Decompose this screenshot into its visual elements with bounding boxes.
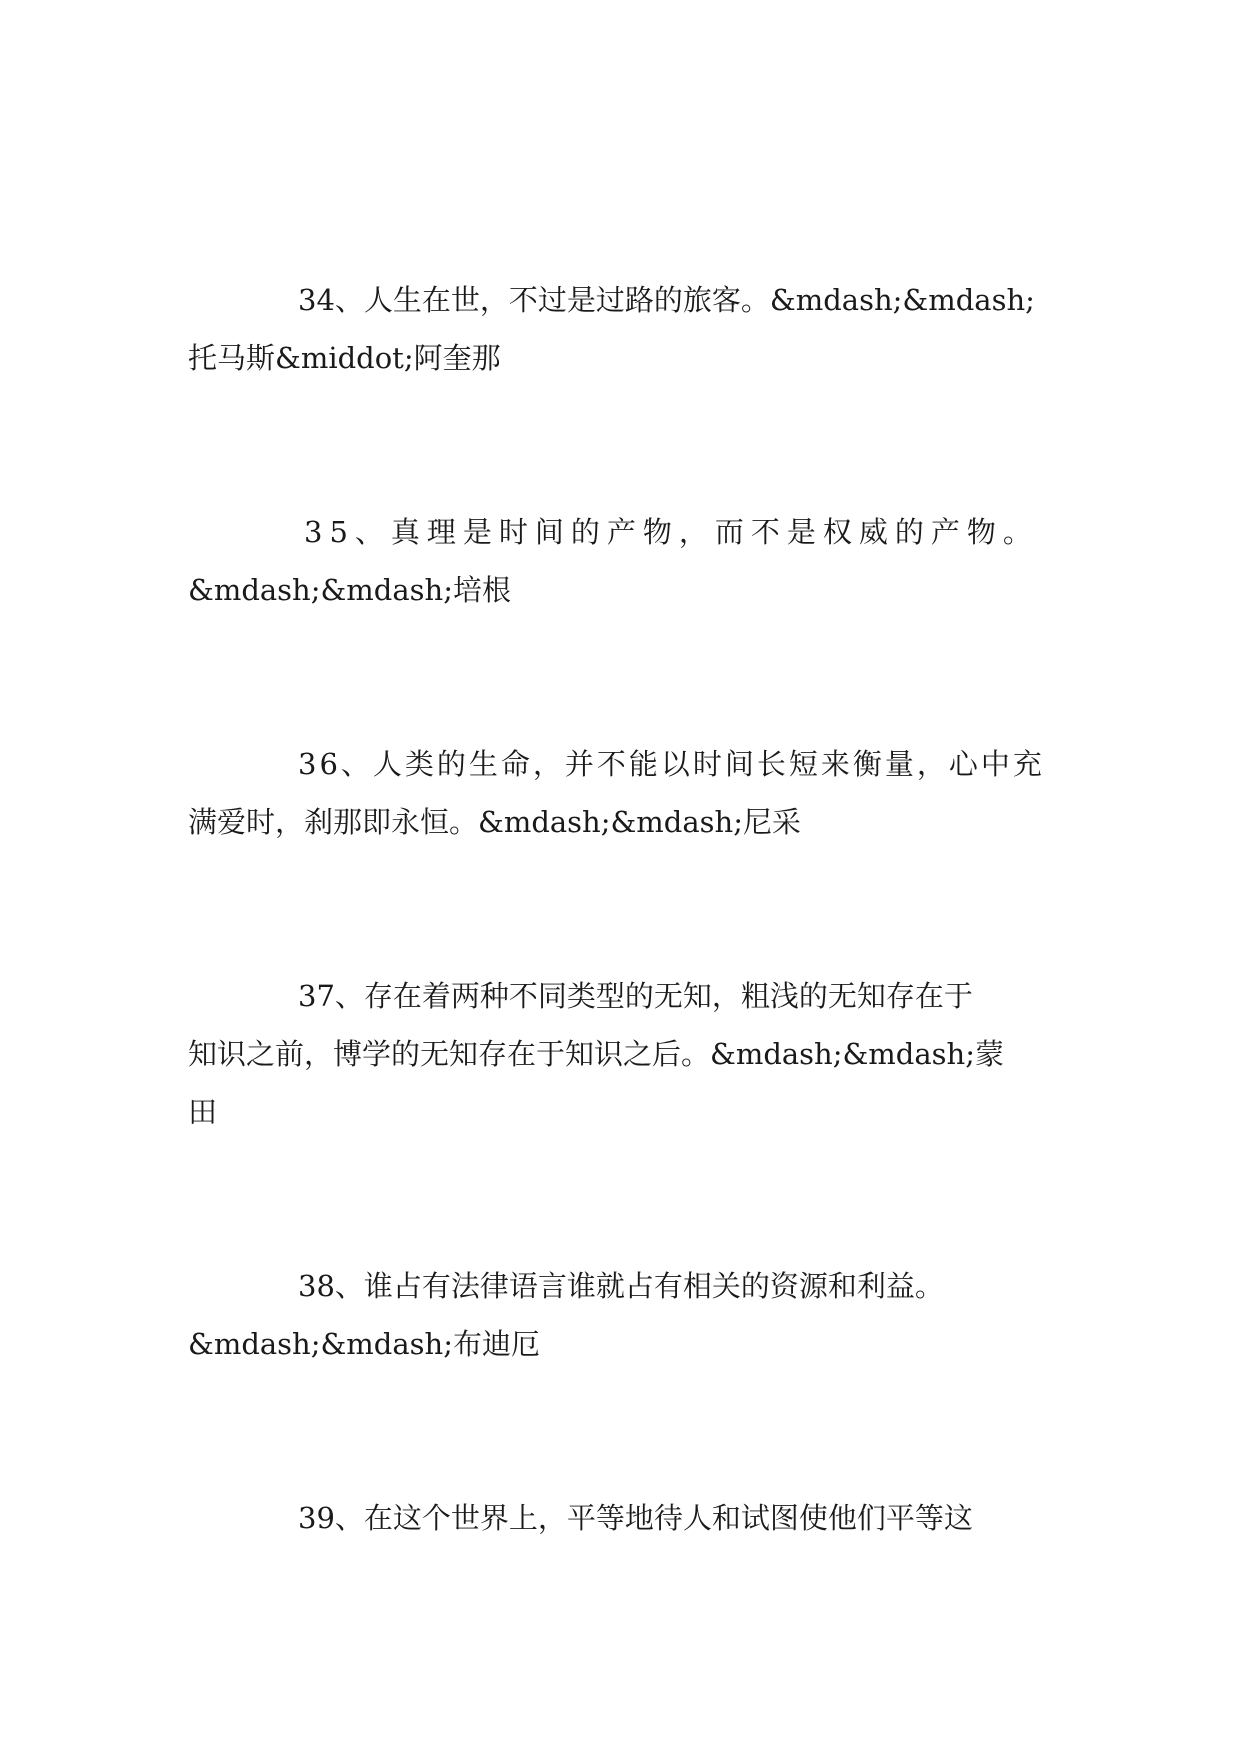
- quote-line: 知识之前，博学的无知存在于知识之后。&mdash;&mdash;蒙: [188, 1037, 1004, 1071]
- quote-line: 36、人类的生命，并不能以时间长短来衡量，心中充: [298, 747, 1045, 781]
- quote-paragraph-39: [188, 1489, 1058, 1547]
- quote-line: 35、真理是时间的产物，而不是权威的产物。: [304, 515, 1039, 549]
- quote-line: 39、在这个世界上，平等地待人和试图使他们平等这: [298, 1501, 973, 1535]
- quote-line: &mdash;&mdash;培根: [188, 573, 511, 607]
- quote-line: 田: [188, 1095, 218, 1129]
- quote-line: 托马斯&middot;阿奎那: [188, 341, 501, 375]
- quote-paragraph-37: [188, 967, 1058, 1141]
- quote-paragraph-34: [188, 271, 1058, 387]
- quote-line: 37、存在着两种不同类型的无知，粗浅的无知存在于: [298, 979, 973, 1013]
- quote-line: &mdash;&mdash;布迪厄: [188, 1327, 540, 1361]
- quote-paragraph-38: [188, 1257, 1058, 1373]
- quote-line: 38、谁占有法律语言谁就占有相关的资源和利益。: [298, 1269, 944, 1303]
- quote-line: 34、人生在世，不过是过路的旅客。&mdash;&mdash;: [298, 283, 1035, 317]
- quote-paragraph-35: [188, 503, 1058, 619]
- quote-paragraph-36: [188, 735, 1058, 851]
- quote-line: 满爱时，刹那即永恒。&mdash;&mdash;尼采: [188, 805, 801, 839]
